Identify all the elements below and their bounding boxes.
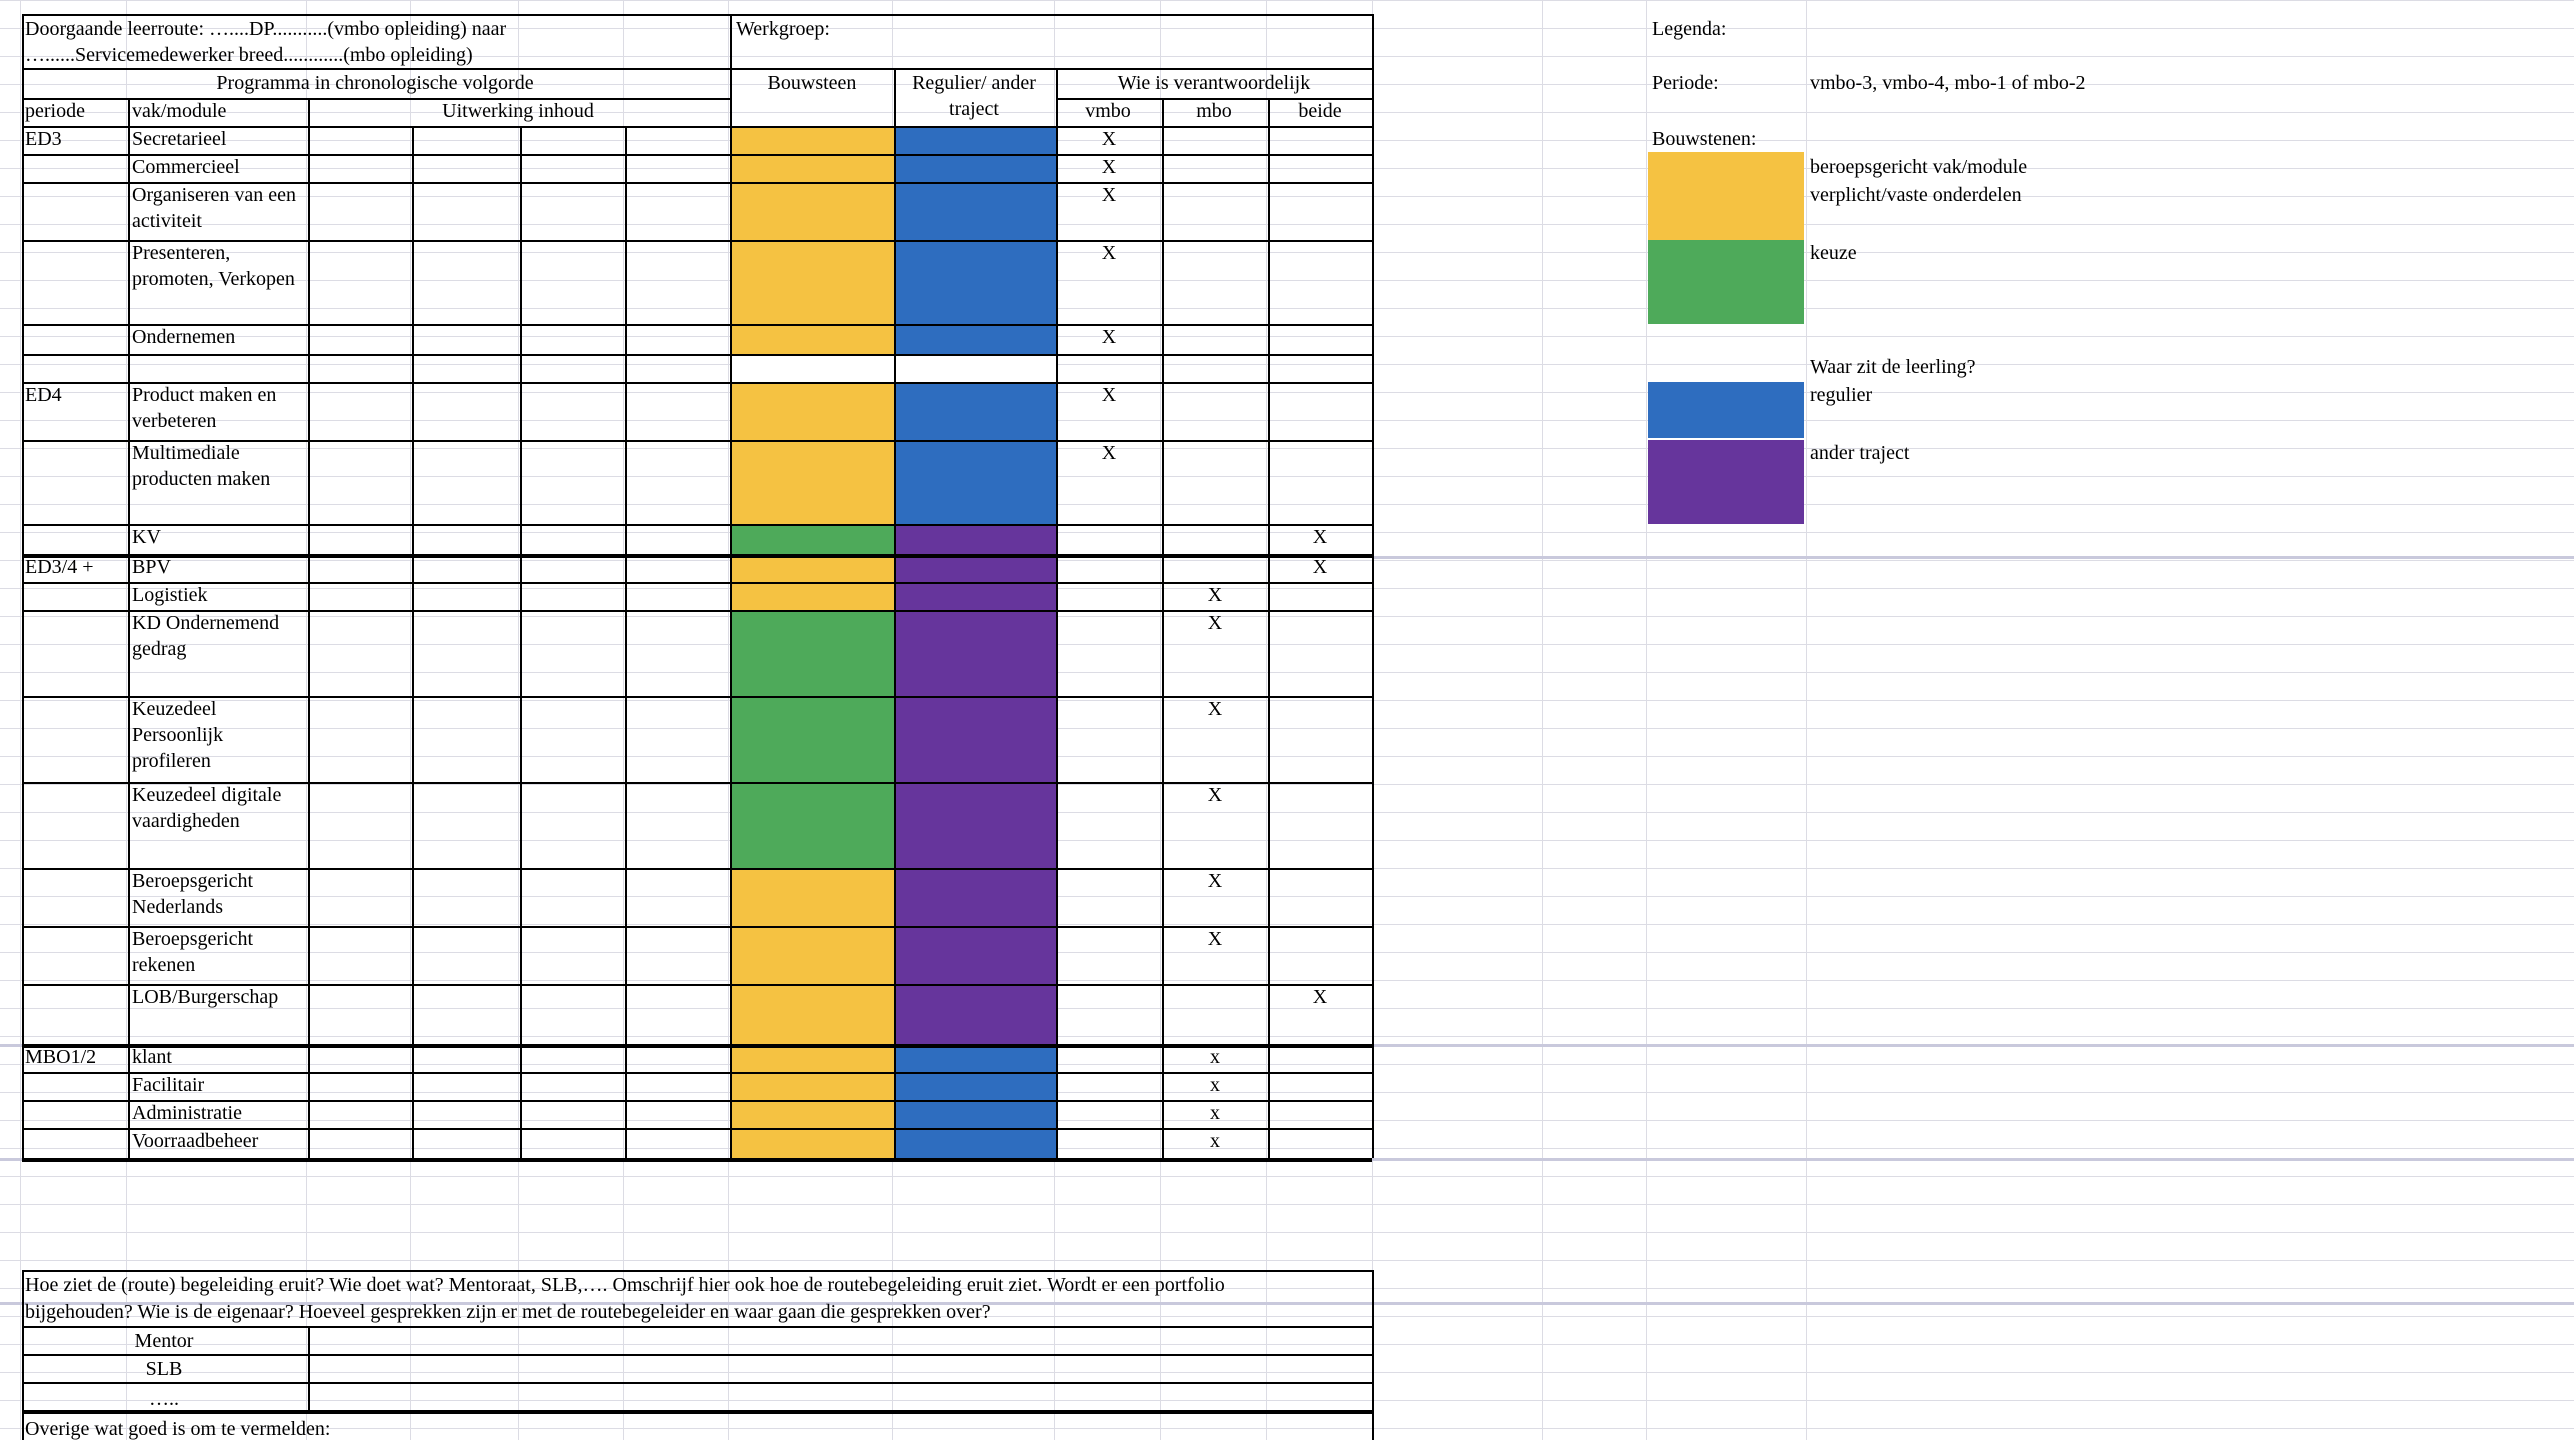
responsible-mark[interactable]: X <box>1207 698 1223 720</box>
vak-cell[interactable]: Ondernemen <box>132 326 236 348</box>
legend-periode-value[interactable]: vmbo-3, vmbo-4, mbo-1 of mbo-2 <box>1810 72 2086 94</box>
bouwsteen-cell[interactable] <box>730 582 894 610</box>
traject-cell[interactable] <box>894 1128 1056 1158</box>
legend-swatch-orange <box>1648 152 1804 240</box>
dots-label[interactable]: ….. <box>149 1388 179 1410</box>
bouwsteen-cell[interactable] <box>730 984 894 1044</box>
vak-cell[interactable]: Presenteren, promoten, Verkopen <box>132 242 295 290</box>
traject-cell[interactable] <box>894 182 1056 240</box>
vak-cell[interactable]: Beroepsgericht Nederlands <box>132 870 254 918</box>
traject-cell[interactable] <box>894 554 1056 582</box>
bouwsteen-cell[interactable] <box>730 354 894 382</box>
vak-cell[interactable]: klant <box>132 1046 172 1068</box>
legend-waar[interactable]: Waar zit de leerling? <box>1810 356 1976 378</box>
begeleiding-question-line1[interactable]: Hoe ziet de (route) begeleiding eruit? Wie doet wat? Mentoraat, SLB,…. Omschrijf hier ook hoe de routebegeleiding eruit ziet. Wordt er een portfolio <box>25 1274 1225 1296</box>
responsible-mark[interactable]: X <box>1101 384 1117 406</box>
begeleiding-question-line2[interactable]: bijgehouden? Wie is de eigenaar? Hoeveel gesprekken zijn er met de routebegeleider en waar gaan die gesprekken over? <box>25 1301 991 1323</box>
traject-cell[interactable] <box>894 782 1056 868</box>
mbo-header[interactable]: mbo <box>1196 100 1232 122</box>
traject-cell[interactable] <box>894 382 1056 440</box>
legend-bouwstenen-label[interactable]: Bouwstenen: <box>1652 128 1757 150</box>
bouwsteen-cell[interactable] <box>730 382 894 440</box>
legend-keuze[interactable]: keuze <box>1810 242 1857 264</box>
vak-cell[interactable]: Beroepsgericht rekenen <box>132 928 254 976</box>
beide-header[interactable]: beide <box>1298 100 1342 122</box>
vak-cell[interactable]: Commercieel <box>132 156 240 178</box>
vak-cell[interactable]: KV <box>132 526 161 548</box>
legend-swatch-purple <box>1648 440 1804 524</box>
bouwsteen-cell[interactable] <box>730 524 894 554</box>
bouwsteen-cell[interactable] <box>730 782 894 868</box>
vak-cell[interactable]: KD Ondernemend gedrag <box>132 612 280 660</box>
bouwsteen-cell[interactable] <box>730 696 894 782</box>
responsible-mark[interactable]: X <box>1207 870 1223 892</box>
legend-regulier[interactable]: regulier <box>1810 384 1873 406</box>
vak-cell[interactable]: LOB/Burgerschap <box>132 986 279 1008</box>
traject-cell[interactable] <box>894 524 1056 554</box>
vak-cell[interactable]: Administratie <box>132 1102 242 1124</box>
traject-cell[interactable] <box>894 984 1056 1044</box>
legend-swatch-green <box>1648 240 1804 324</box>
responsible-mark[interactable]: x <box>1210 1074 1220 1096</box>
traject-cell[interactable] <box>894 696 1056 782</box>
traject-header-line1[interactable]: Regulier/ ander <box>912 72 1036 94</box>
vak-cell[interactable]: Organiseren van een activiteit <box>132 184 297 232</box>
traject-cell[interactable] <box>894 354 1056 382</box>
traject-cell[interactable] <box>894 1072 1056 1100</box>
traject-cell[interactable] <box>894 1044 1056 1072</box>
responsible-mark[interactable]: x <box>1210 1102 1220 1124</box>
bouwsteen-cell[interactable] <box>730 154 894 182</box>
overige-label[interactable]: Overige wat goed is om te vermelden: <box>25 1418 331 1440</box>
bouwsteen-cell[interactable] <box>730 926 894 984</box>
bouwsteen-cell[interactable] <box>730 126 894 154</box>
periode-cell[interactable]: ED3/4 + <box>25 556 94 578</box>
slb-label[interactable]: SLB <box>145 1358 183 1380</box>
mentor-label[interactable]: Mentor <box>134 1330 194 1352</box>
traject-cell[interactable] <box>894 868 1056 926</box>
bouwsteen-cell[interactable] <box>730 324 894 354</box>
legend-periode-label[interactable]: Periode: <box>1652 72 1719 94</box>
vak-cell[interactable]: Logistiek <box>132 584 208 606</box>
bouwsteen-cell[interactable] <box>730 1100 894 1128</box>
traject-cell[interactable] <box>894 154 1056 182</box>
legend-ander[interactable]: ander traject <box>1810 442 1910 464</box>
legend-title[interactable]: Legenda: <box>1652 18 1727 40</box>
traject-cell[interactable] <box>894 926 1056 984</box>
legend-beroeps-line2[interactable]: verplicht/vaste onderdelen <box>1810 184 2022 206</box>
responsible-mark[interactable]: X <box>1101 156 1117 178</box>
responsible-mark[interactable]: X <box>1101 128 1117 150</box>
vmbo-header[interactable]: vmbo <box>1085 100 1131 122</box>
traject-cell[interactable] <box>894 582 1056 610</box>
traject-cell[interactable] <box>894 1100 1056 1128</box>
bouwsteen-cell[interactable] <box>730 240 894 324</box>
responsible-mark[interactable]: X <box>1101 242 1117 264</box>
responsible-mark[interactable]: X <box>1207 784 1223 806</box>
responsible-mark[interactable]: X <box>1101 184 1117 206</box>
responsible-mark[interactable]: x <box>1210 1130 1220 1152</box>
route-title-line2[interactable]: …......Servicemedewerker breed............(mbo opleiding) <box>25 44 473 66</box>
responsible-mark[interactable]: X <box>1312 556 1328 578</box>
bouwsteen-cell[interactable] <box>730 610 894 696</box>
bouwsteen-cell[interactable] <box>730 554 894 582</box>
vak-cell[interactable]: Keuzedeel Persoonlijk profileren <box>132 698 224 772</box>
periode-header[interactable]: periode <box>25 100 85 122</box>
bouwsteen-cell[interactable] <box>730 440 894 524</box>
responsible-mark[interactable]: X <box>1312 526 1328 548</box>
traject-cell[interactable] <box>894 324 1056 354</box>
traject-header-line2[interactable]: traject <box>949 98 999 120</box>
periode-cell[interactable]: MBO1/2 <box>25 1046 97 1068</box>
bouwsteen-header[interactable]: Bouwsteen <box>767 72 857 94</box>
traject-cell[interactable] <box>894 240 1056 324</box>
vak-cell[interactable]: Multimediale producten maken <box>132 442 271 490</box>
vak-cell[interactable]: Voorraadbeheer <box>132 1130 259 1152</box>
vak-cell[interactable]: Secretarieel <box>132 128 227 150</box>
responsible-mark[interactable]: X <box>1101 442 1117 464</box>
periode-cell[interactable]: ED4 <box>25 384 62 406</box>
bouwsteen-cell[interactable] <box>730 1044 894 1072</box>
vak-header[interactable]: vak/module <box>132 100 227 122</box>
responsible-mark[interactable]: X <box>1207 612 1223 634</box>
uitwerking-header[interactable]: Uitwerking inhoud <box>442 100 594 122</box>
vak-cell[interactable]: Facilitair <box>132 1074 205 1096</box>
verantwoordelijk-header[interactable]: Wie is verantwoordelijk <box>1117 72 1311 94</box>
werkgroep-label[interactable]: Werkgroep: <box>736 18 830 40</box>
programma-header[interactable]: Programma in chronologische volgorde <box>216 72 534 94</box>
route-title-line1[interactable]: Doorgaande leerroute: …....DP...........(vmbo opleiding) naar <box>25 18 507 40</box>
traject-cell[interactable] <box>894 610 1056 696</box>
traject-cell[interactable] <box>894 126 1056 154</box>
responsible-mark[interactable]: X <box>1312 986 1328 1008</box>
bouwsteen-cell[interactable] <box>730 1128 894 1158</box>
periode-cell[interactable]: ED3 <box>25 128 62 150</box>
bouwsteen-cell[interactable] <box>730 1072 894 1100</box>
bouwsteen-cell[interactable] <box>730 868 894 926</box>
vak-cell[interactable]: BPV <box>132 556 171 578</box>
bouwsteen-cell[interactable] <box>730 182 894 240</box>
responsible-mark[interactable]: x <box>1210 1046 1220 1068</box>
vak-cell[interactable]: Keuzedeel digitale vaardigheden <box>132 784 282 832</box>
traject-cell[interactable] <box>894 440 1056 524</box>
legend-beroeps-line1[interactable]: beroepsgericht vak/module <box>1810 156 2028 178</box>
responsible-mark[interactable]: X <box>1207 584 1223 606</box>
legend-swatch-blue <box>1648 382 1804 438</box>
responsible-mark[interactable]: X <box>1207 928 1223 950</box>
vak-cell[interactable]: Product maken en verbeteren <box>132 384 277 432</box>
responsible-mark[interactable]: X <box>1101 326 1117 348</box>
